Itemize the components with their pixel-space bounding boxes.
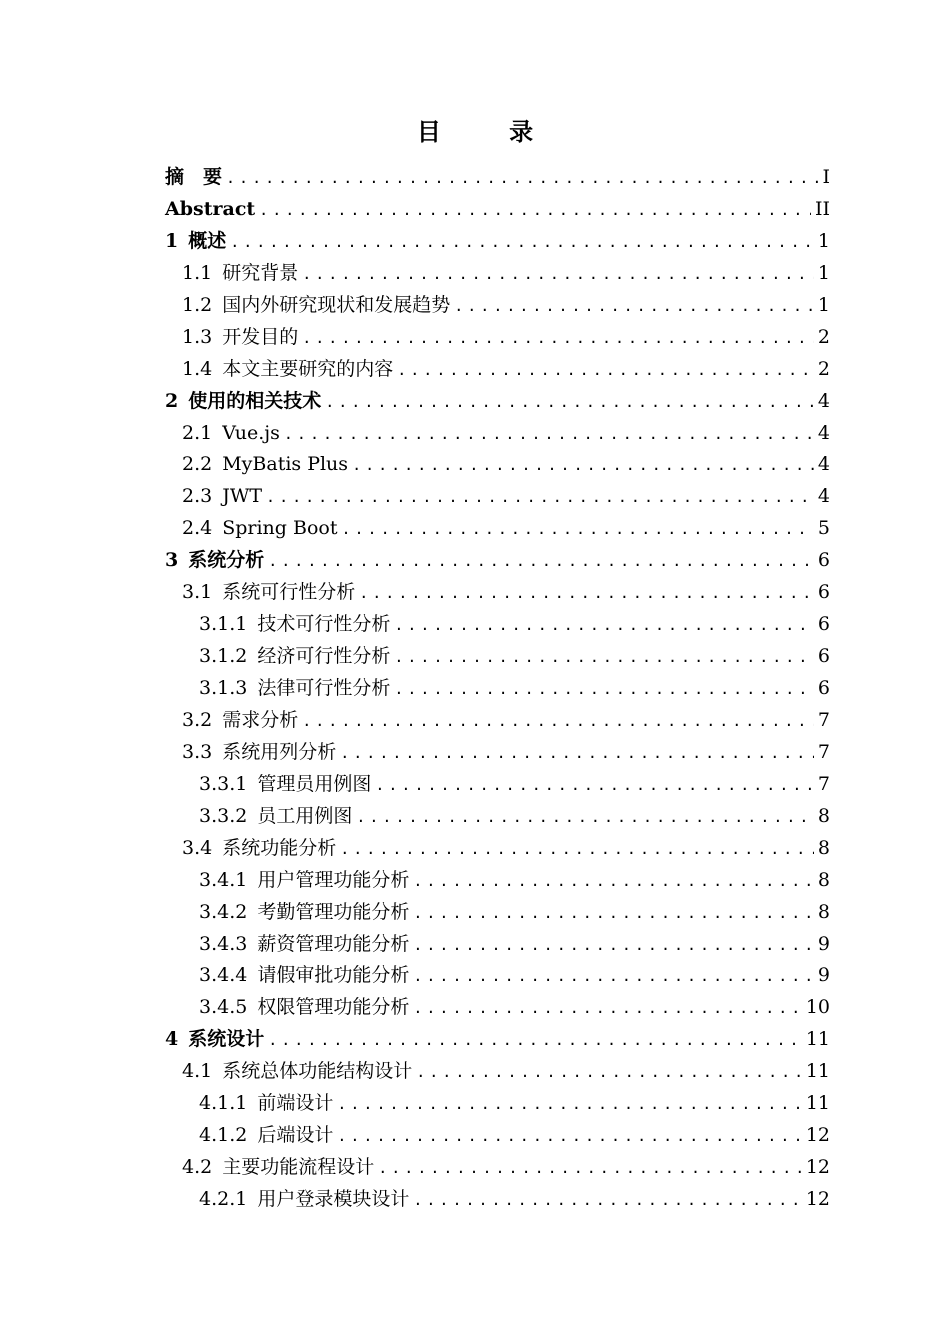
toc-entry-title [182, 354, 393, 386]
dot-leader [394, 610, 814, 642]
toc-entry-title [182, 290, 450, 322]
toc-entry-number: 4.1.2 [199, 1124, 248, 1147]
toc-entry-label: 开发目的 [222, 325, 299, 348]
toc-entry-label: 主要功能流程设计 [222, 1156, 375, 1179]
toc-entry[interactable] [165, 162, 830, 194]
toc-entry-label: 系统可行性分析 [222, 581, 356, 604]
toc-entry-page: 6 [817, 645, 830, 668]
dot-leader [356, 802, 814, 834]
toc-entry-title [182, 481, 262, 513]
toc-entry-label: 用户登录模块设计 [257, 1188, 410, 1210]
toc-entry-title [199, 801, 352, 833]
toc-entry-title [165, 386, 321, 418]
toc-entry[interactable] [165, 1152, 830, 1184]
dot-leader [394, 674, 814, 706]
toc-entry-number: 1.2 [182, 293, 213, 316]
toc-entry-number: 3.1.1 [199, 613, 248, 636]
toc-entry-number: 3.1.2 [199, 645, 248, 668]
toc-entry[interactable] [165, 769, 830, 801]
toc-entry-number: 2.4 [182, 517, 213, 540]
toc-entry-title [199, 769, 371, 801]
toc-entry-label: 摘 要 [165, 166, 223, 188]
toc-entry-title [199, 1184, 409, 1216]
toc-entry-label: 考勤管理功能分析 [257, 900, 410, 923]
toc-entry-page: 8 [817, 836, 830, 859]
toc-entry-page: 2 [817, 325, 830, 348]
toc-entry-page: 7 [817, 740, 830, 763]
toc-entry-number: 1.3 [182, 325, 213, 348]
toc-entry[interactable] [165, 354, 830, 386]
toc-entry-label: 系统功能分析 [222, 836, 337, 859]
toc-entry[interactable] [165, 929, 830, 961]
toc-entry-page: 10 [805, 996, 830, 1019]
toc-entry-number: 4.2 [182, 1156, 213, 1179]
toc-entry-number: 3.4.3 [199, 932, 248, 955]
toc-entry[interactable] [165, 290, 830, 322]
toc-entry-label: 系统总体功能结构设计 [222, 1060, 413, 1083]
toc-entry-label: 国内外研究现状和发展趋势 [222, 293, 451, 316]
toc-entry-number: 2.2 [182, 453, 213, 476]
toc-entry-title [182, 418, 280, 450]
toc-entry-number: 4.2.1 [199, 1188, 248, 1210]
toc-entry-title [199, 1088, 333, 1120]
toc-entry[interactable] [165, 386, 830, 418]
toc-entry-label: 薪资管理功能分析 [257, 932, 410, 955]
toc-entry-label: 系统分析 [188, 549, 265, 572]
toc-entry[interactable] [165, 226, 830, 258]
toc-entry-title [199, 897, 409, 929]
dot-leader [454, 291, 814, 323]
toc-entry-page: 8 [817, 900, 830, 923]
toc-entry-page: 6 [817, 549, 830, 572]
toc-entry-number: 2.1 [182, 421, 213, 444]
toc-entry-number: 3.4.5 [199, 996, 248, 1019]
toc-entry-number: 2.3 [182, 485, 213, 508]
toc-entry-page: 2 [817, 357, 830, 380]
toc-entry[interactable] [165, 1056, 830, 1088]
toc-entry-title [199, 609, 390, 641]
toc-entry-page: 11 [805, 1060, 830, 1083]
toc-entry[interactable] [165, 960, 830, 992]
toc-entry[interactable] [165, 481, 830, 513]
toc-entry-title [182, 449, 348, 481]
toc-entry-number: 4 [165, 1028, 179, 1051]
toc-entry-page: 12 [805, 1156, 830, 1179]
table-of-contents [165, 162, 830, 1216]
toc-entry-label: 研究背景 [222, 261, 299, 284]
toc-entry-label: 使用的相关技术 [188, 389, 322, 412]
dot-leader [325, 387, 814, 419]
toc-entry-page: 11 [805, 1092, 830, 1115]
toc-entry-title [199, 673, 390, 705]
toc-entry-page: 12 [805, 1188, 830, 1210]
toc-entry-title [199, 641, 390, 673]
dot-leader [375, 770, 814, 802]
toc-entry-title [182, 737, 336, 769]
dot-leader [416, 1057, 802, 1089]
toc-entry-page: 8 [817, 804, 830, 827]
toc-entry[interactable] [165, 1120, 830, 1152]
toc-entry-title [199, 992, 409, 1024]
toc-entry[interactable] [165, 641, 830, 673]
toc-entry-number: 1.4 [182, 357, 213, 380]
toc-entry-title [182, 1056, 412, 1088]
toc-entry-title [182, 1152, 374, 1184]
dot-leader [413, 961, 814, 993]
toc-entry-label: 本文主要研究的内容 [222, 357, 394, 380]
toc-entry-number: 3.2 [182, 708, 213, 731]
dot-leader [337, 1121, 801, 1153]
toc-entry-label: 概述 [188, 229, 227, 252]
toc-entry-page: II [814, 197, 830, 220]
toc-entry-label: 技术可行性分析 [257, 613, 391, 636]
toc-entry-title [165, 194, 255, 226]
dot-leader [302, 323, 814, 355]
toc-entry-number: 3 [165, 549, 179, 572]
dot-leader [413, 1185, 801, 1217]
toc-entry[interactable] [165, 737, 830, 769]
toc-entry-title [199, 865, 409, 897]
toc-entry-page: 7 [817, 708, 830, 731]
toc-entry-number: 3.4 [182, 836, 213, 859]
toc-entry[interactable] [165, 1088, 830, 1120]
toc-entry-title [182, 705, 298, 737]
dot-leader [359, 578, 814, 610]
toc-entry-label: Spring Boot [222, 517, 338, 540]
toc-entry-number: 4.1 [182, 1060, 213, 1083]
dot-leader [413, 930, 814, 962]
toc-entry-label: 用户管理功能分析 [257, 868, 410, 891]
toc-entry-page: 4 [817, 453, 830, 476]
toc-entry[interactable] [165, 322, 830, 354]
dot-leader [302, 259, 814, 291]
toc-entry[interactable] [165, 418, 830, 450]
toc-entry[interactable] [165, 545, 830, 577]
toc-entry-label: 法律可行性分析 [257, 677, 391, 699]
toc-entry-title [182, 322, 298, 354]
toc-entry-page: 6 [817, 581, 830, 604]
dot-leader [413, 866, 814, 898]
dot-leader [341, 514, 813, 546]
toc-entry-label: 员工用例图 [257, 804, 353, 827]
dot-leader [226, 163, 818, 195]
toc-entry-title [165, 1024, 264, 1056]
toc-entry[interactable] [165, 513, 830, 545]
toc-entry-label: 系统设计 [188, 1028, 265, 1051]
toc-entry[interactable] [165, 673, 830, 705]
toc-entry-page: 6 [817, 677, 830, 699]
toc-entry-number: 3.4.1 [199, 868, 248, 891]
toc-entry-label: 后端设计 [257, 1124, 334, 1147]
toc-entry-title [182, 833, 336, 865]
dot-leader [337, 1089, 801, 1121]
toc-entry[interactable] [165, 801, 830, 833]
toc-entry-page: 1 [817, 293, 830, 316]
dot-leader [268, 546, 814, 578]
dot-leader [340, 834, 814, 866]
toc-entry-label: JWT [222, 485, 263, 508]
dot-leader [302, 706, 814, 738]
toc-entry-number: 3.1 [182, 581, 213, 604]
toc-entry[interactable] [165, 705, 830, 737]
toc-entry-title [165, 162, 222, 194]
toc-entry-number: 3.4.2 [199, 900, 248, 923]
toc-entry-number: 3.3.2 [199, 804, 248, 827]
toc-entry-number: 2 [165, 389, 179, 412]
toc-entry-title [165, 226, 226, 258]
toc-entry[interactable] [165, 865, 830, 897]
toc-entry-label: 权限管理功能分析 [257, 996, 410, 1019]
toc-entry[interactable] [165, 897, 830, 929]
toc-entry[interactable] [165, 449, 830, 481]
toc-entry-label: 经济可行性分析 [257, 645, 391, 668]
toc-entry-number: 3.3.1 [199, 772, 248, 795]
toc-entry-page: 4 [817, 485, 830, 508]
toc-entry-label: 管理员用例图 [257, 772, 372, 795]
toc-entry-title [182, 577, 355, 609]
dot-leader [230, 227, 814, 259]
toc-entry-page: 8 [817, 868, 830, 891]
toc-entry-page: 1 [817, 229, 830, 252]
dot-leader [266, 482, 814, 514]
toc-entry-title [199, 1120, 333, 1152]
toc-entry-number: 3.4.4 [199, 964, 248, 987]
dot-leader [259, 195, 811, 227]
toc-entry-label: 前端设计 [257, 1092, 334, 1115]
toc-entry-title [165, 545, 264, 577]
page-title: 目 录 [416, 117, 564, 146]
toc-entry-number: 4.1.1 [199, 1092, 248, 1115]
toc-entry-title [199, 929, 409, 961]
toc-entry-number: 1.1 [182, 261, 213, 284]
toc-entry-number: 1 [165, 229, 179, 252]
toc-entry-number: 3.3 [182, 740, 213, 763]
toc-entry-page: 1 [817, 261, 830, 284]
toc-entry-page: I [822, 166, 830, 188]
dot-leader [340, 738, 814, 770]
toc-entry-label: 系统用列分析 [222, 740, 337, 763]
toc-entry[interactable] [165, 194, 830, 226]
toc-entry-page: 9 [817, 964, 830, 987]
toc-entry-page: 11 [805, 1028, 830, 1051]
toc-entry-label: Vue.js [222, 421, 280, 444]
toc-entry-label: MyBatis Plus [222, 453, 349, 476]
dot-leader [352, 450, 814, 482]
toc-entry[interactable] [165, 992, 830, 1024]
toc-entry-page: 4 [817, 421, 830, 444]
toc-entry[interactable] [165, 1024, 830, 1056]
dot-leader [413, 898, 814, 930]
toc-entry[interactable] [165, 609, 830, 641]
toc-entry[interactable] [165, 258, 830, 290]
toc-entry-label: 需求分析 [222, 708, 299, 731]
toc-entry-label: 请假审批功能分析 [257, 964, 410, 987]
toc-entry-page: 12 [805, 1124, 830, 1147]
toc-entry-page: 9 [817, 932, 830, 955]
toc-entry-page: 5 [817, 517, 830, 540]
toc-entry-number: 3.1.3 [199, 677, 248, 699]
toc-entry[interactable] [165, 833, 830, 865]
toc-entry-page: 4 [817, 389, 830, 412]
toc-entry-page: 7 [817, 772, 830, 795]
dot-leader [413, 993, 801, 1025]
toc-entry-title [199, 960, 409, 992]
dot-leader [284, 419, 814, 451]
toc-entry[interactable] [165, 577, 830, 609]
toc-entry[interactable] [165, 1184, 830, 1216]
toc-entry-page: 6 [817, 613, 830, 636]
toc-entry-title [182, 513, 337, 545]
dot-leader [268, 1025, 802, 1057]
toc-entry-title [182, 258, 298, 290]
toc-entry-label: Abstract [165, 197, 256, 220]
dot-leader [397, 355, 814, 387]
dot-leader [394, 642, 814, 674]
dot-leader [378, 1153, 802, 1185]
